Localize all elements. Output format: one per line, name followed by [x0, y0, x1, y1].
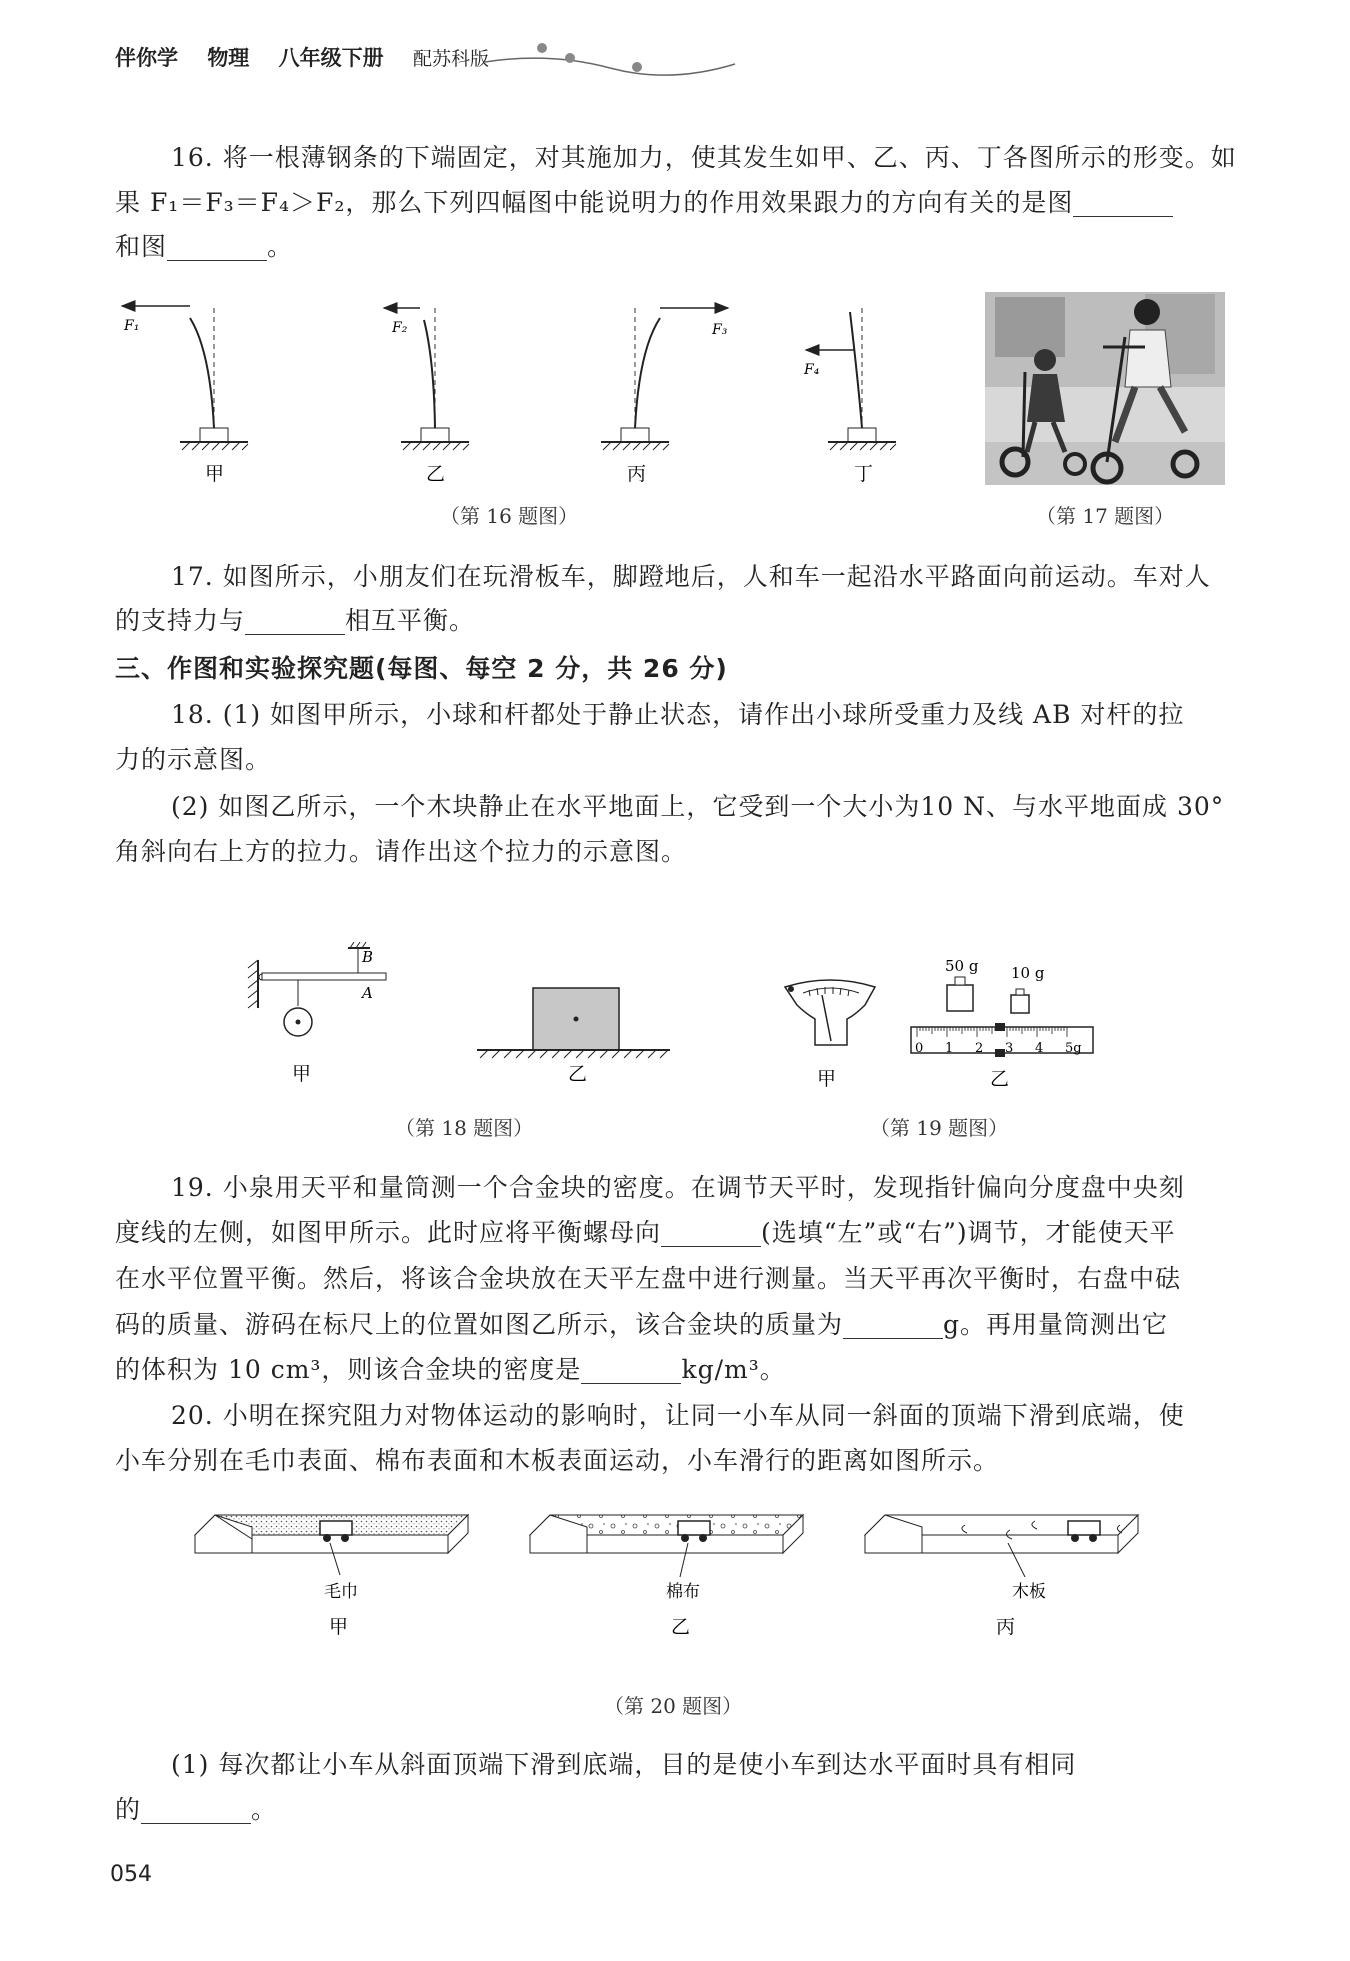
q16-label-bing: 丙: [627, 463, 647, 485]
q17-caption: （第 17 题图）: [1036, 504, 1175, 528]
q16-label-jia: 甲: [205, 463, 225, 485]
q16-caption: （第 16 题图）: [440, 504, 579, 528]
q20-surface-wood: 木板: [1012, 1582, 1046, 1602]
q19-label-jia: 甲: [817, 1068, 837, 1090]
q20-blank[interactable]: [141, 1793, 251, 1824]
q19-blank-density[interactable]: [581, 1353, 681, 1384]
header-subject: 物理: [207, 46, 250, 70]
q20-surface-cotton: 棉布: [666, 1582, 700, 1602]
q19-scale-1: 1: [945, 1041, 954, 1056]
q20-line1: 20. 小明在探究阻力对物体运动的影响时，让同一小车从同一斜面的顶端下滑到底端，使: [171, 1401, 1185, 1430]
q20-wood-track: [865, 1515, 1138, 1577]
q20-sub1-line2-text: 的: [115, 1795, 142, 1824]
q16-line3-text: 和图: [115, 232, 168, 261]
q19-scale-2: 2: [975, 1041, 984, 1056]
q18-figure: [240, 940, 710, 1100]
q19-line5-text: 的体积为 10 cm³，则该合金块的密度是: [115, 1355, 582, 1384]
q20-surface-towel: 毛巾: [324, 1582, 358, 1602]
q19-weight-10g: 10 g: [1011, 964, 1045, 982]
header-decoration: [480, 30, 740, 80]
section-3-heading: 三、作图和实验探究题(每图、每空 2 分，共 26 分): [115, 654, 728, 683]
q19-line5-end: kg/m³。: [681, 1355, 786, 1384]
q16-line1: 16. 将一根薄钢条的下端固定，对其施加力，使其发生如甲、乙、丙、丁各图所示的形变。如: [171, 143, 1237, 172]
q19-scale-3: 3: [1005, 1041, 1014, 1056]
q18-point-b: B: [362, 948, 374, 966]
q17-line2: [115, 598, 1233, 644]
q19-line4-text: 码的质量、游码在标尺上的位置如图乙所示，该合金块的质量为: [115, 1310, 844, 1339]
q16-strip-ding: [806, 308, 896, 450]
q16-figure: [110, 290, 940, 500]
q18-caption: （第 18 题图）: [395, 1116, 534, 1140]
q17-line2-end: 相互平衡。: [345, 606, 476, 635]
q19-scale-0: 0: [915, 1041, 924, 1056]
q20-label-jia: 甲: [329, 1616, 349, 1638]
q18-line2: 力的示意图。: [115, 745, 272, 774]
page-header: [115, 42, 511, 72]
q16-line3: [115, 224, 1233, 270]
q16-force-2: F₂: [392, 320, 408, 336]
q20-sub1-line2: [115, 1787, 1233, 1833]
q16-strip-bing: [601, 308, 728, 450]
q16-force-3: F₃: [712, 322, 728, 338]
q20-line2: 小车分别在毛巾表面、棉布表面和木板表面运动，小车滑行的距离如图所示。: [115, 1446, 1000, 1475]
q20-caption: （第 20 题图）: [604, 1694, 743, 1718]
q16-strip-jia: [122, 306, 248, 450]
q18-label-jia: 甲: [292, 1063, 312, 1085]
q16-blank-1[interactable]: [1073, 186, 1173, 217]
page-number: 054: [110, 1862, 152, 1887]
q19-blank-mass[interactable]: [843, 1308, 943, 1339]
q17-blank[interactable]: [245, 604, 345, 635]
q20-label-bing: 丙: [996, 1616, 1016, 1638]
q19-line2-text: 度线的左侧，如图甲所示。此时应将平衡螺母向: [115, 1218, 662, 1247]
q18-point-a: A: [362, 984, 373, 1002]
q16-label-ding: 丁: [854, 463, 874, 485]
q16-force-4: F₄: [804, 362, 820, 378]
q17-line1: 17. 如图所示，小朋友们在玩滑板车，脚蹬地后，人和车一起沿水平路面向前运动。车对人: [171, 562, 1211, 591]
q16-force-1: F₁: [124, 318, 140, 334]
q20-figure: [190, 1505, 1150, 1670]
q19-line3: 在水平位置平衡。然后，将该合金块放在天平左盘中进行测量。当天平再次平衡时，右盘中砝: [115, 1264, 1182, 1293]
q18-line3: (2) 如图乙所示，一个木块静止在水平地面上，它受到一个大小为10 N、与水平地面成 30°: [171, 792, 1225, 821]
q17-photo: [985, 292, 1225, 485]
q16-line2: [115, 180, 1233, 226]
q20-label-yi: 乙: [671, 1616, 691, 1638]
q19-line5: [115, 1347, 1233, 1393]
q19-label-yi: 乙: [990, 1068, 1010, 1090]
q18-label-yi: 乙: [568, 1063, 588, 1085]
q19-line4-end: g。再用量筒测出它: [943, 1310, 1169, 1339]
q19-caption: （第 19 题图）: [870, 1116, 1009, 1140]
q18-line1: 18. (1) 如图甲所示，小球和杆都处于静止状态，请作出小球所受重力及线 AB 对杆的拉: [171, 700, 1185, 729]
q19-scale-4: 4: [1035, 1041, 1044, 1056]
q19-line2: [115, 1210, 1233, 1256]
q19-scale-5g: 5g: [1065, 1041, 1082, 1056]
q20-sub1-line1: (1) 每次都让小车从斜面顶端下滑到底端，目的是使小车到达水平面时具有相同: [171, 1750, 1077, 1779]
q20-sub1-line2-end: 。: [251, 1795, 278, 1824]
q18-block-diagram: [477, 988, 670, 1058]
q19-dial: [785, 980, 875, 1045]
q18-line4: 角斜向右上方的拉力。请作出这个拉力的示意图。: [115, 837, 688, 866]
q19-line2-end: (选填“左”或“右”)调节，才能使天平: [761, 1218, 1176, 1247]
q19-line4: [115, 1302, 1233, 1348]
header-grade: 八年级下册: [278, 46, 384, 70]
q16-line2-text: 果 F₁＝F₃＝F₄＞F₂，那么下列四幅图中能说明力的作用效果跟力的方向有关的是图: [115, 188, 1074, 217]
header-brand: 伴你学: [115, 46, 178, 70]
q19-weight-50g: 50 g: [945, 957, 979, 975]
q16-blank-2[interactable]: [167, 230, 267, 261]
q20-cotton-track: [530, 1515, 803, 1577]
q19-blank-direction[interactable]: [661, 1216, 761, 1247]
q16-line3-end: 。: [267, 232, 294, 261]
q16-label-yi: 乙: [426, 463, 446, 485]
q17-line2-text: 的支持力与: [115, 606, 246, 635]
q19-figure: [775, 945, 1110, 1100]
q20-towel-track: [195, 1515, 468, 1575]
q19-line1: 19. 小泉用天平和量筒测一个合金块的密度。在调节天平时，发现指针偏向分度盘中央刻: [171, 1173, 1185, 1202]
q19-weights: [947, 977, 1029, 1013]
header-edition: 配苏科版: [412, 48, 489, 70]
